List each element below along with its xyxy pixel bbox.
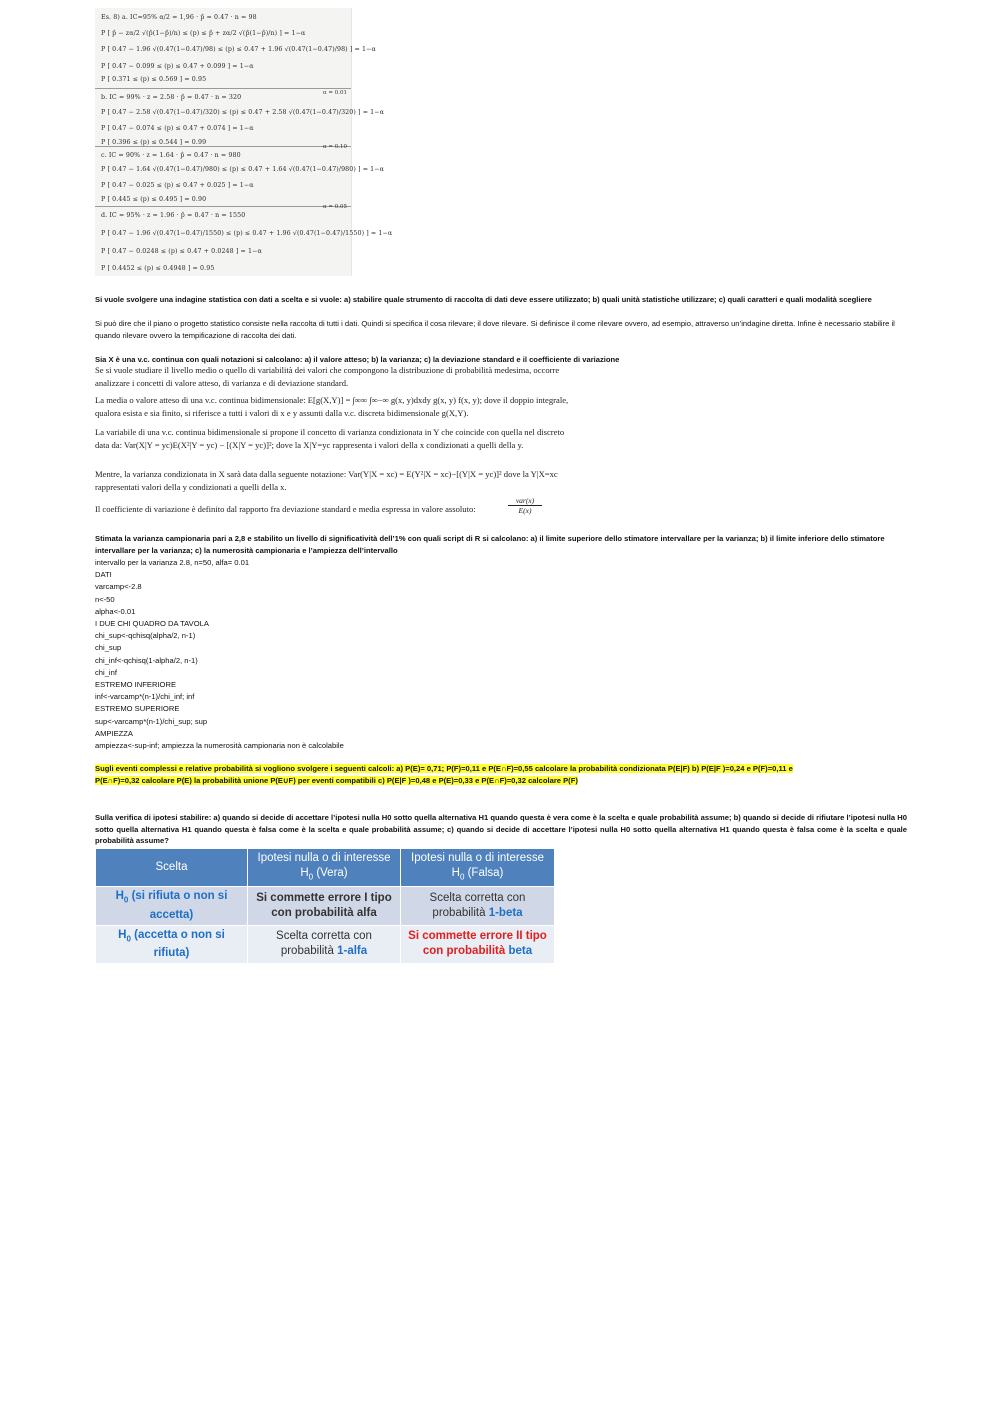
script-line: DATI bbox=[95, 570, 112, 580]
script-line: alpha<-0.01 bbox=[95, 606, 136, 616]
hand-line: P [ 0.47 − 0.025 ≤ (p) ≤ 0.47 + 0.025 ] = 1−α bbox=[101, 182, 254, 189]
script-line: chi_sup bbox=[95, 643, 122, 653]
cell-text: Scelta corretta con probabilità bbox=[429, 891, 526, 919]
subscript: 0 bbox=[126, 933, 131, 943]
cell-text: 1-beta bbox=[488, 906, 523, 919]
script-line: ampiezza<-sup-inf; ampiezza la numerosità campionaria non è calcolabile bbox=[95, 741, 344, 751]
hand-line: P [ 0.47 − 0.074 ≤ (p) ≤ 0.47 + 0.074 ] = 1−α bbox=[101, 125, 254, 132]
answer-paragraph: Mentre, la varianza condizionata in X sarà data dalla seguente notazione: Var(Y|X = xc) = E(Y²|X = xc)−[(Y|X = yc)]² dove la Y|X=xc rappresentati valori della y condizionati a quelli della x. bbox=[95, 469, 558, 492]
cell-type1-error: Si commette errore I tipo con probabilità alfa bbox=[248, 887, 401, 925]
header-text: Ipotesi nulla o di interesse H bbox=[257, 852, 391, 879]
script-line: inf<-varcamp*(n-1)/chi_inf; inf bbox=[95, 692, 195, 702]
script-line: varcamp<-2.8 bbox=[95, 582, 142, 592]
table-row bbox=[96, 887, 555, 925]
hand-line: P [ 0.445 ≤ (p) ≤ 0.495 ] = 0.90 bbox=[101, 196, 207, 203]
question-probability bbox=[95, 763, 915, 786]
hand-line: c. IC = 90% · z = 1.64 · p̂ = 0.47 · n = 980 bbox=[101, 152, 241, 159]
table-header-falsa bbox=[401, 849, 555, 887]
hand-line: P [ 0.47 − 2.58 √(0.47(1−0.47)/320) ≤ (p) ≤ 0.47 + 2.58 √(0.47(1−0.47)/320) ] = 1−α bbox=[101, 109, 385, 116]
script-line: chi_inf bbox=[95, 667, 117, 677]
header-text: (Vera) bbox=[316, 867, 348, 879]
hand-line: P [ 0.47 − 1.96 √(0.47(1−0.47)/1550) ≤ (p) ≤ 0.47 + 1.96 √(0.47(1−0.47)/1550) ] = 1−α bbox=[101, 230, 393, 237]
alpha-mark: α = 0.10 bbox=[322, 144, 347, 150]
hand-line: P [ p̂ − zα/2 √(p̂(1−p̂)/n) ≤ (p) ≤ p̂ + zα/2 √(p̂(1−p̂)/n) ] = 1−α bbox=[101, 30, 306, 37]
hand-line: b. IC = 99% · z = 2.58 · p̂ = 0.47 · n = 320 bbox=[101, 94, 242, 101]
script-line: ESTREMO INFERIORE bbox=[95, 680, 177, 690]
fraction-denominator: E(x) bbox=[518, 506, 532, 515]
alpha-mark: α = 0.05 bbox=[322, 204, 347, 210]
cell-choice bbox=[96, 887, 248, 925]
alpha-mark: α = 0.01 bbox=[322, 90, 347, 96]
hand-line: d. IC = 95% · z = 1.96 · p̂ = 0.47 · n = 1550 bbox=[101, 212, 246, 219]
cell-text: (accetta o non si rifiuta) bbox=[134, 928, 225, 959]
table-row bbox=[96, 925, 555, 963]
script-line: AMPIEZZA bbox=[95, 728, 133, 738]
question-continuous-rv: Sia X è una v.c. continua con quali notazioni si calcolano: a) il valore atteso; b) la varianza; c) la deviazione standard e il coefficiente di variazione bbox=[95, 355, 620, 364]
answer-paragraph: Se si vuole studiare il livello medio o quello di variabilità dei valori che compongono la distribuzione di probabilità medesima, occorre analizzare i concetti di valore atteso, di varianza e di deviazione standard. bbox=[95, 365, 560, 388]
answer-survey: Si può dire che il piano o progetto statistico consiste nella raccolta di tutti i dati. Quindi si specifica il cosa rilevare; il dove rilevare. Si definisce il come rilevare ovvero, ad esempio, attraverso un’indagine diretta. Infine è necessario stabilire il quando rilevare ovvero la tempificazione di raccolta dei dati. bbox=[95, 319, 895, 341]
hand-line: P [ 0.47 − 1.96 √(0.47(1−0.47)/98) ≤ (p) ≤ 0.47 + 1.96 √(0.47(1−0.47)/98) ] = 1−α bbox=[101, 46, 376, 53]
handwritten-exercise-image bbox=[95, 8, 393, 276]
cell-text: Si commette errore II tipo con probabilità bbox=[408, 930, 547, 958]
hand-line: P [ 0.4452 ≤ (p) ≤ 0.4948 ] = 0.95 bbox=[101, 265, 215, 272]
cell-type2-error bbox=[401, 925, 555, 963]
hand-line: P [ 0.396 ≤ (p) ≤ 0.544 ] = 0.99 bbox=[101, 139, 207, 146]
subscript: 0 bbox=[459, 872, 465, 882]
hand-line: P [ 0.47 − 0.099 ≤ (p) ≤ 0.47 + 0.099 ] = 1−α bbox=[101, 63, 254, 70]
table-header-scelta: Scelta bbox=[96, 849, 248, 887]
script-line: chi_sup<-qchisq(alpha/2, n-1) bbox=[95, 631, 196, 641]
subscript: 0 bbox=[123, 895, 129, 905]
divider bbox=[95, 146, 351, 147]
cell-text: beta bbox=[508, 945, 533, 958]
highlighted-line: Sugli eventi complessi e relative probabilità si vogliono svolgere i seguenti calcoli: a) P(E)= 0,71; P(F)=0,11 e P(E∩F)=0,55 calcolare la probabilità condizionata P(E|F) b) P(E|F )=0,24 e P(F)=0,11 e bbox=[95, 764, 793, 773]
hand-line: Es. 8) a. IC=95% α/2 = 1,96 · p̂ = 0.47 · n = 98 bbox=[101, 14, 257, 21]
cv-fraction bbox=[508, 496, 542, 516]
header-text: Ipotesi nulla o di interesse H bbox=[411, 852, 544, 879]
fraction-numerator: var(x) bbox=[508, 496, 542, 506]
header-text: (Falsa) bbox=[467, 867, 504, 879]
script-line: I DUE CHI QUADRO DA TAVOLA bbox=[95, 619, 209, 629]
cell-choice bbox=[96, 925, 248, 963]
hand-line: P [ 0.47 − 0.0248 ≤ (p) ≤ 0.47 + 0.0248 ] = 1−α bbox=[101, 248, 262, 255]
script-line: ESTREMO SUPERIORE bbox=[95, 704, 180, 714]
cell-text: H bbox=[118, 928, 127, 941]
cell-text: Scelta corretta con probabilità bbox=[276, 930, 372, 958]
highlighted-line: P(E∩F)=0,32 calcolare P(E) la probabilità unione P(E∪F) per eventi compatibili c) P(E|F )=0,48 e P(E)=0,33 e P(E∩F)=0,32 calcolare P(F) bbox=[95, 775, 578, 785]
answer-paragraph: La media o valore atteso di una v.c. continua bidimensionale: E[g(X,Y)] = ∫∞∞ ∫∞−∞ g(x, y)dxdy g(x, y) f(x, y); dove il doppio integrale, qualora esista e sia finito, si riferisce a tutti i valori di x e y assunti dalla v.c. discreta bidimensionale g(X,Y). bbox=[95, 395, 569, 418]
subscript: 0 bbox=[308, 872, 314, 882]
cell-text: (si rifiuta o non si accetta) bbox=[131, 890, 228, 921]
hypothesis-table bbox=[95, 848, 555, 964]
cell-correct bbox=[401, 887, 555, 925]
script-line: sup<-varcamp*(n-1)/chi_sup; sup bbox=[95, 716, 208, 726]
question-survey: Si vuole svolgere una indagine statistica con dati a scelta e si vuole: a) stabilire quale strumento di raccolta di dati deve essere utilizzato; b) quali unità statistiche utilizzare; c) quali caratteri e quali modalità scegliere bbox=[95, 295, 872, 304]
script-line: intervallo per la varianza 2.8, n=50, alfa= 0.01 bbox=[95, 558, 250, 567]
divider bbox=[95, 88, 351, 89]
answer-paragraph: La variabile di una v.c. continua bidimensionale si propone il concetto di varianza condizionata in Y che coincide con quella nel discreto data da: Var(X|Y = yc)E(X²|Y = yc) − [(X|Y = yc)]²; dove la X|Y=yc rappresenta i valori della x condizionati a quelli della y. bbox=[95, 427, 565, 450]
table-header-vera bbox=[248, 849, 401, 887]
divider bbox=[95, 206, 351, 207]
script-line: n<-50 bbox=[95, 594, 115, 604]
r-script bbox=[95, 557, 695, 752]
hand-line: P [ 0.371 ≤ (p) ≤ 0.569 ] = 0.95 bbox=[101, 76, 207, 83]
script-line: chi_inf<-qchisq(1-alpha/2, n-1) bbox=[95, 655, 198, 665]
cell-text: H bbox=[115, 890, 124, 903]
question-hypothesis-test: Sulla verifica di ipotesi stabilire: a) quando si decide di accettare l’ipotesi nulla H0 sotto quella alternativa H1 quando questa è vera come è la scelta e quale probabilità assume; b) quando si decide di rifiutare l’ipotesi nulla H0 sotto quella alternativa H1 quando questa è falsa come è la scelta e quale probabilità assume; c) quando si decide di accettare l’ipotesi nulla H0 sotto quella alternativa H1 quando questa è falsa come è la scelta e quale probabilità assume? bbox=[95, 813, 907, 845]
answer-paragraph: Il coefficiente di variazione è definito dal rapporto fra deviazione standard e media espressa in valore assoluto: bbox=[95, 504, 476, 514]
hand-line: P [ 0.47 − 1.64 √(0.47(1−0.47)/980) ≤ (p) ≤ 0.47 + 1.64 √(0.47(1−0.47)/980) ] = 1−α bbox=[101, 166, 385, 173]
cell-text: 1-alfa bbox=[337, 945, 368, 958]
question-variance-interval: Stimata la varianza campionaria pari a 2,8 e stabilito un livello di significatività dell’1% con quali script di R si calcolano: a) il limite superiore dello stimatore intervallare per la varianza; b) il limite inferiore dello stimatore intervallare per la varianza; c) la numerosità campionaria e l’ampiezza dell’intervallo bbox=[95, 534, 885, 555]
cell-correct bbox=[248, 925, 401, 963]
